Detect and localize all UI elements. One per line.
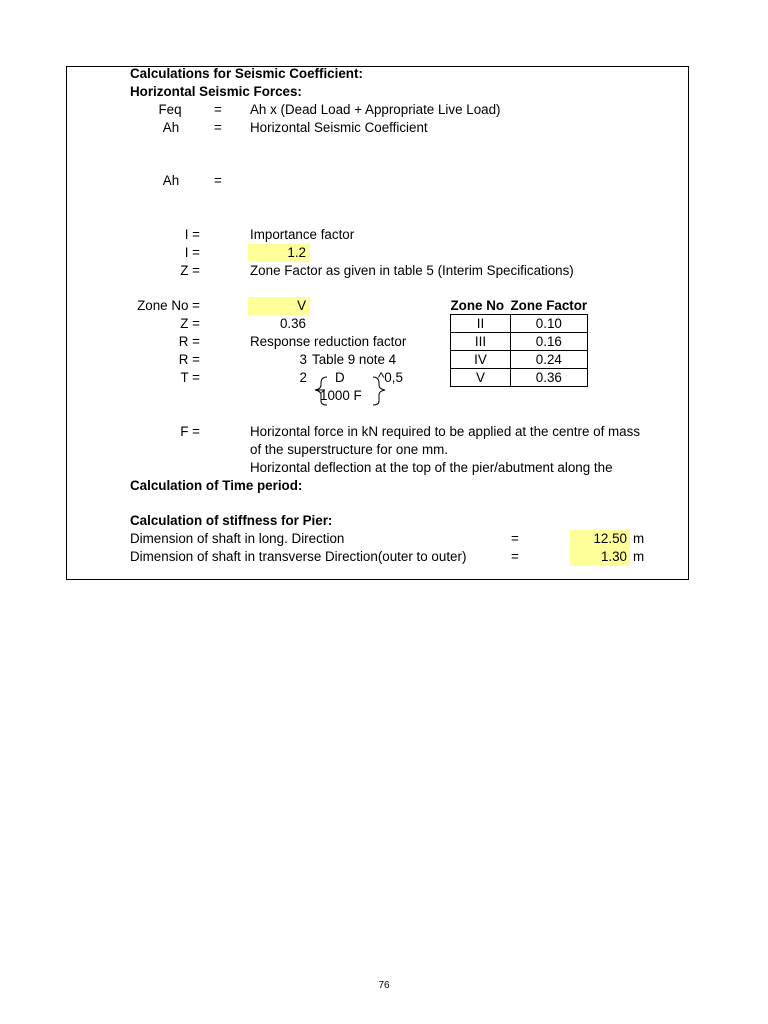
zone-table-header	[451, 297, 588, 315]
stiffness-row-equals: =	[511, 531, 519, 546]
feq-label: Feq	[158, 102, 182, 117]
importance-value: 1.2	[287, 245, 306, 260]
r-def-label: R =	[178, 334, 200, 349]
sheet-subtitle: Horizontal Seismic Forces:	[130, 84, 302, 99]
factor-cell: 0.16	[511, 333, 588, 351]
feq-equals: =	[214, 102, 222, 117]
stiffness-row-value: 1.30	[600, 549, 627, 564]
ah-definition: Horizontal Seismic Coefficient	[250, 120, 428, 135]
z-value: 0.36	[279, 316, 306, 331]
t-coefficient: 2	[299, 370, 307, 385]
factor-cell: 0.10	[511, 315, 588, 333]
f-definition-line2: of the superstructure for one mm.	[250, 442, 448, 457]
stiffness-row-unit: m	[633, 531, 645, 546]
stiffness-row-label: Dimension of shaft in long. Direction	[130, 531, 345, 546]
time-period-title: Calculation of Time period:	[130, 477, 306, 495]
zone-factor-table	[450, 297, 588, 387]
r-note: Table 9 note 4	[312, 352, 397, 367]
zone-cell: II	[451, 315, 511, 333]
feq-definition: Ah x (Dead Load + Appropriate Live Load)	[250, 102, 501, 117]
f-definition-line3: Horizontal deflection at the top of the pier/abutment along the	[250, 460, 613, 475]
zone-no-value: V	[297, 298, 306, 313]
importance-label: I =	[184, 227, 200, 242]
t-numerator: D	[335, 370, 345, 385]
page-number: 76	[378, 980, 390, 991]
r-value: 3	[299, 352, 307, 367]
f-definition-line1: Horizontal force in kN required to be applied at the centre of mass	[250, 424, 641, 439]
stiffness-row-value: 12.50	[593, 531, 627, 546]
stiffness-title: Calculation of stiffness for Pier:	[130, 513, 333, 528]
sheet-title: Calculations for Seismic Coefficient:	[130, 66, 363, 81]
t-formula-label: T =	[180, 370, 200, 385]
r-value-label: R =	[178, 352, 200, 367]
t-denominator: 1000 F	[320, 388, 362, 403]
zone-table-header-factor: Zone Factor	[510, 298, 588, 313]
factor-cell: 0.24	[511, 351, 588, 369]
ah-label: Ah	[162, 173, 180, 188]
stiffness-row-label: Dimension of shaft in transverse Direction(outer to outer)	[130, 549, 467, 564]
table-row	[451, 315, 588, 333]
table-row	[451, 333, 588, 351]
ah-def-equals: =	[214, 120, 222, 135]
importance-definition: Importance factor	[250, 227, 355, 242]
importance-value-label: I =	[184, 245, 200, 260]
zone-cell: IV	[451, 351, 511, 369]
ah-equals: =	[214, 173, 222, 188]
table-row	[451, 369, 588, 387]
zone-cell: V	[451, 369, 511, 387]
zone-factor-label: Z =	[180, 263, 200, 278]
worksheet	[66, 66, 689, 580]
zone-cell: III	[451, 333, 511, 351]
zone-factor-definition: Zone Factor as given in table 5 (Interim Specifications)	[250, 263, 574, 278]
stiffness-row-equals: =	[511, 549, 519, 564]
table-row	[451, 351, 588, 369]
z-value-label: Z =	[180, 316, 200, 331]
f-def-label: F =	[180, 424, 200, 439]
zone-table-header-zone: Zone No	[450, 298, 505, 313]
t-exponent: ^0,5	[378, 370, 403, 385]
factor-cell: 0.36	[511, 369, 588, 387]
r-definition: Response reduction factor	[250, 334, 407, 349]
ah-def-label: Ah	[162, 120, 180, 135]
zone-no-label: Zone No =	[137, 298, 200, 313]
stiffness-row-unit: m	[633, 549, 645, 564]
t-formula-brackets	[313, 371, 389, 409]
